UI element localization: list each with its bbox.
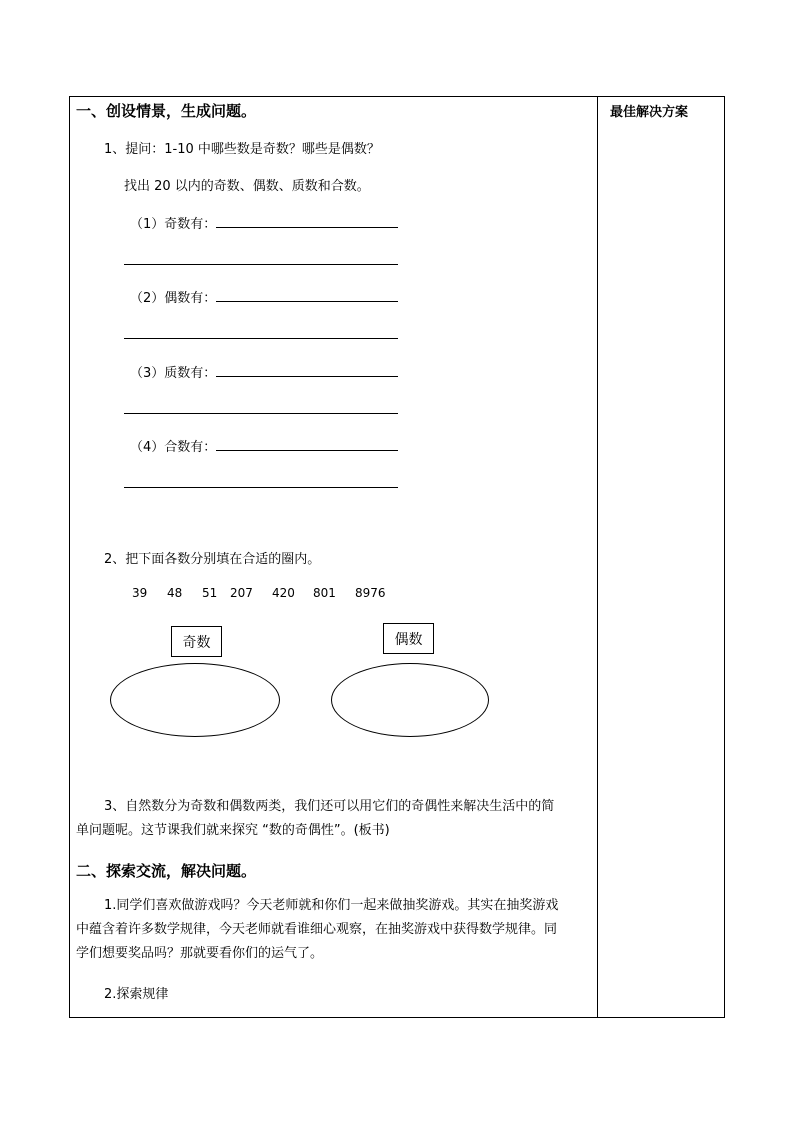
answer-line-composite-2[interactable]	[124, 487, 398, 488]
number-item: 8976	[355, 586, 386, 600]
number-item: 48	[167, 586, 183, 600]
odd-answer-circle[interactable]	[110, 663, 280, 737]
number-item: 420	[272, 586, 295, 600]
number-item: 39	[132, 586, 148, 600]
paragraph-1-line3: 学们想要奖品吗？那就要看你们的运气了。	[76, 946, 324, 961]
blank-label-even: （2）偶数有：	[130, 291, 217, 306]
paragraph-1-line2: 中蕴含着许多数学规律，今天老师就看谁细心观察，在抽奖游戏中获得数学规律。同	[76, 922, 558, 937]
question-2: 2、把下面各数分别填在合适的圈内。	[104, 552, 321, 567]
answer-line-prime-2[interactable]	[124, 413, 398, 414]
blank-label-composite: （4）合数有：	[130, 440, 217, 455]
paragraph-2: 2.探索规律	[104, 987, 169, 1002]
question-1: 1、提问：1-10 中哪些数是奇数？哪些是偶数？	[104, 142, 380, 157]
question-3-line1: 3、自然数分为奇数和偶数两类，我们还可以用它们的奇偶性来解决生活中的简	[104, 799, 555, 814]
section2-heading: 二、探索交流，解决问题。	[76, 862, 257, 880]
right-column-title: 最佳解决方案	[610, 105, 689, 120]
paragraph-1-line1: 1.同学们喜欢做游戏吗？今天老师就和你们一起来做抽奖游戏。其实在抽奖游戏	[104, 898, 559, 913]
even-label-box: 偶数	[383, 623, 434, 654]
odd-label-box: 奇数	[171, 626, 222, 657]
section1-heading: 一、创设情景，生成问题。	[76, 102, 257, 120]
question-3-line2: 单问题呢。这节课我们就来探究 “数的奇偶性”。(板书)	[76, 823, 390, 838]
number-item: 207	[230, 586, 253, 600]
blank-label-prime: （3）质数有：	[130, 366, 217, 381]
column-divider	[597, 97, 598, 1017]
answer-line-odd-2[interactable]	[124, 264, 398, 265]
answer-line-even-1[interactable]	[216, 301, 398, 302]
answer-line-odd-1[interactable]	[216, 227, 398, 228]
blank-label-odd: （1）奇数有：	[130, 217, 217, 232]
question-1-sub: 找出 20 以内的奇数、偶数、质数和合数。	[124, 179, 370, 194]
answer-line-composite-1[interactable]	[216, 450, 398, 451]
number-item: 801	[313, 586, 336, 600]
even-answer-circle[interactable]	[331, 663, 489, 737]
answer-line-even-2[interactable]	[124, 338, 398, 339]
number-item: 51	[202, 586, 218, 600]
answer-line-prime-1[interactable]	[216, 376, 398, 377]
